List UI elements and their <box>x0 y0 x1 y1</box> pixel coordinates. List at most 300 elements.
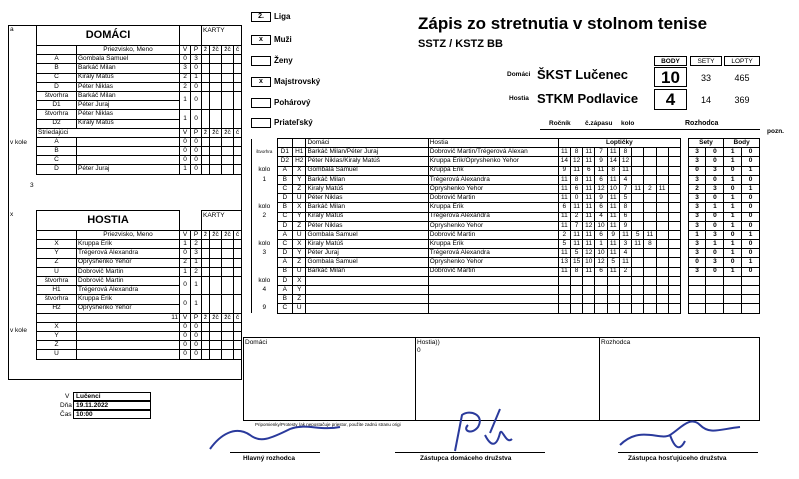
sets-home: 0 <box>688 258 706 267</box>
card-cell <box>221 156 233 165</box>
home-doubles-row <box>37 91 242 100</box>
home-sub-row <box>37 156 242 165</box>
match-home-pos: D <box>277 194 293 203</box>
spacer <box>680 175 688 184</box>
ball-score <box>644 212 656 221</box>
home-doubles-row <box>37 110 242 119</box>
sets-away: 1 <box>706 240 724 249</box>
card-cell <box>221 240 233 249</box>
points-home: 1 <box>724 267 742 276</box>
ball-score: 11 <box>619 258 631 267</box>
ball-score <box>656 304 668 313</box>
ball-score: 11 <box>583 230 595 239</box>
ball-score: 11 <box>644 230 656 239</box>
away-sub-row <box>37 341 242 350</box>
ball-score: 6 <box>595 267 607 276</box>
card-cell <box>221 341 233 350</box>
ball-score: 10 <box>595 221 607 230</box>
home-roster-table <box>36 25 242 175</box>
away-doubles-row <box>37 295 242 304</box>
match-home-player: Kiraly Matúš <box>306 184 428 193</box>
match-round: 4 <box>252 286 278 295</box>
ball-score: 10 <box>583 258 595 267</box>
home-player-row <box>37 55 242 64</box>
away-karty-label: KARTY <box>202 211 242 221</box>
points-home <box>724 286 742 295</box>
card-cell <box>234 258 242 267</box>
points-home: 0 <box>724 258 742 267</box>
match-round: 1 <box>252 175 278 184</box>
ball-score: 2 <box>570 212 582 221</box>
match-away-pos: Z <box>293 221 306 230</box>
player-wins: 3 <box>180 64 191 73</box>
match-round <box>252 230 278 239</box>
away-label: Hostia <box>509 95 529 102</box>
match-away-pos: Y <box>293 249 306 258</box>
spacer <box>680 286 688 295</box>
ball-score: 11 <box>583 194 595 203</box>
card-cell <box>202 110 210 128</box>
sets-home: 3 <box>688 221 706 230</box>
match-away-pos: U <box>293 194 306 203</box>
match-row <box>252 212 760 221</box>
ball-score <box>668 258 680 267</box>
ball-score: 11 <box>607 221 619 230</box>
sub-wins: 0 <box>180 147 191 156</box>
match-away-player: Opryshenko Yehor <box>428 221 558 230</box>
card-cell <box>202 91 210 109</box>
sets-home <box>688 295 706 304</box>
ball-score <box>668 175 680 184</box>
ball-score: 6 <box>558 203 570 212</box>
ball-score: 11 <box>558 184 570 193</box>
match-round <box>252 295 278 304</box>
option-checkbox[interactable] <box>251 98 271 108</box>
ball-score <box>668 166 680 175</box>
sets-away: 0 <box>706 221 724 230</box>
sub-position: C <box>37 156 77 165</box>
spacer <box>680 258 688 267</box>
card-cell <box>209 137 221 146</box>
card-cell <box>221 165 233 174</box>
ball-score: 11 <box>607 240 619 249</box>
match-home-pos: B <box>277 295 293 304</box>
option-label: Priateľský <box>274 118 313 127</box>
card-cell <box>209 55 221 64</box>
sets-away <box>706 286 724 295</box>
match-away-player: Kruppa Erik/Opryshenko Yehor <box>428 157 558 166</box>
ball-score: 11 <box>558 221 570 230</box>
match-away-player <box>428 304 558 313</box>
match-away-pos: U <box>293 304 306 313</box>
points-home: 0 <box>724 184 742 193</box>
home-p-header: P <box>191 46 202 55</box>
sets-home: 3 <box>688 249 706 258</box>
ball-score: 11 <box>583 240 595 249</box>
sets-away: 3 <box>706 184 724 193</box>
player-name: Barkáč Milan <box>77 64 180 73</box>
match-away-pos: X <box>293 166 306 175</box>
ball-score: 11 <box>558 148 570 157</box>
card-cell <box>221 110 233 128</box>
ball-score: 13 <box>558 258 570 267</box>
spacer <box>680 304 688 313</box>
ball-score: 8 <box>570 267 582 276</box>
ball-score: 11 <box>619 230 631 239</box>
match-row <box>252 175 760 184</box>
points-home: 1 <box>724 157 742 166</box>
home-lopty: 465 <box>734 73 750 83</box>
away-v-header: V <box>180 231 191 240</box>
sets-away <box>706 304 724 313</box>
page-subtitle: SSTZ / KSTZ BB <box>418 38 503 50</box>
points-away <box>742 304 760 313</box>
home-card-header: žč <box>209 46 221 55</box>
player-name: Kiraly Matúš <box>77 73 180 82</box>
points-away: 1 <box>742 258 760 267</box>
ball-score: 11 <box>607 194 619 203</box>
match-round: 2 <box>252 212 278 221</box>
spacer <box>680 157 688 166</box>
card-cell <box>209 165 221 174</box>
sets-away: 0 <box>706 175 724 184</box>
card-cell <box>202 341 210 350</box>
match-away-player: Dobrovič Martin <box>428 267 558 276</box>
home-player-row <box>37 73 242 82</box>
sets-home: 3 <box>688 203 706 212</box>
ball-score <box>632 286 644 295</box>
ball-score <box>632 267 644 276</box>
ball-score <box>632 175 644 184</box>
ball-score: 3 <box>619 240 631 249</box>
card-cell <box>209 276 221 294</box>
match-round <box>252 258 278 267</box>
player-wins: 2 <box>180 73 191 82</box>
match-round: 9 <box>252 304 278 313</box>
card-cell <box>209 82 221 91</box>
card-cell <box>221 350 233 359</box>
ball-score: 11 <box>558 249 570 258</box>
doubles-position: H2 <box>37 304 77 313</box>
ball-score <box>668 240 680 249</box>
card-cell <box>221 82 233 91</box>
match-away-player: Dobrovič Martin <box>428 230 558 239</box>
sets-home: 3 <box>688 194 706 203</box>
points-home: 1 <box>724 194 742 203</box>
sets-away: 3 <box>706 166 724 175</box>
ball-score <box>668 295 680 304</box>
points-home: 1 <box>724 212 742 221</box>
match-away-pos: Y <box>293 286 306 295</box>
subs-card: č <box>234 313 242 322</box>
sets-away: 1 <box>706 203 724 212</box>
ball-score <box>668 148 680 157</box>
col-sety-header: SETY <box>690 56 722 66</box>
ball-score <box>619 276 631 285</box>
ball-score <box>656 240 668 249</box>
ball-score <box>595 276 607 285</box>
ball-score <box>668 249 680 258</box>
card-cell <box>202 156 210 165</box>
home-subs-header <box>37 128 242 137</box>
points-home: 1 <box>724 221 742 230</box>
match-away-player <box>428 286 558 295</box>
venue-time-label: Čas <box>60 411 72 418</box>
card-cell <box>209 341 221 350</box>
match-home-player <box>306 286 428 295</box>
sub-name <box>77 137 180 146</box>
away-name-header: Priezvisko, Meno <box>77 231 180 240</box>
card-cell <box>202 55 210 64</box>
ball-score <box>668 276 680 285</box>
subs-card: žč <box>209 128 221 137</box>
card-cell <box>234 322 242 331</box>
away-signature <box>620 422 740 448</box>
sub-wins: 1 <box>180 165 191 174</box>
ball-score: 11 <box>558 212 570 221</box>
subs-header <box>37 313 77 322</box>
doubles-name: Péter Juraj <box>77 101 180 110</box>
doubles-name: Kruppa Erik <box>77 295 180 304</box>
ball-score: 8 <box>644 240 656 249</box>
sub-wins: 0 <box>180 137 191 146</box>
player-wins: 0 <box>180 249 191 258</box>
card-cell <box>221 322 233 331</box>
card-cell <box>221 295 233 313</box>
matches-home-header: Domáci <box>306 139 428 148</box>
match-round: kolo <box>252 240 278 249</box>
option-checkbox[interactable]: x <box>251 35 271 45</box>
sub-position: Z <box>37 341 77 350</box>
doubles-label: štvorhra <box>37 110 77 119</box>
sets-away: 0 <box>706 212 724 221</box>
ball-score <box>656 148 668 157</box>
ball-score <box>632 304 644 313</box>
ball-score: 8 <box>619 203 631 212</box>
ball-score: 11 <box>607 175 619 184</box>
match-home-player: Gombala Samuel <box>306 258 428 267</box>
card-cell <box>234 276 242 294</box>
match-home-pos: C <box>277 304 293 313</box>
card-cell <box>234 137 242 146</box>
doubles-label: štvorhra <box>37 276 77 285</box>
points-home: 0 <box>724 166 742 175</box>
ball-score: 11 <box>583 203 595 212</box>
ball-score: 5 <box>632 230 644 239</box>
card-cell <box>221 332 233 341</box>
ball-score: 6 <box>595 230 607 239</box>
ball-score: 11 <box>595 166 607 175</box>
away-sub-row <box>37 332 242 341</box>
points-home: 1 <box>724 203 742 212</box>
match-row <box>252 203 760 212</box>
notes-domaci: Domáci <box>245 339 268 346</box>
referee-sig-label: Hlavný rozhodca <box>243 455 296 462</box>
home-card-header: žč <box>221 46 233 55</box>
ball-score <box>668 194 680 203</box>
ball-score <box>668 286 680 295</box>
ball-score <box>668 157 680 166</box>
player-position: C <box>37 73 77 82</box>
col-body-header: BODY <box>654 56 687 66</box>
match-away-player: Dobrovič Martin <box>428 194 558 203</box>
away-doubles-row <box>37 276 242 285</box>
spacer <box>680 295 688 304</box>
player-position: X <box>37 240 77 249</box>
match-away-pos: X <box>293 203 306 212</box>
spacer <box>680 276 688 285</box>
card-cell <box>221 64 233 73</box>
ball-score: 11 <box>570 166 582 175</box>
sets-home: 3 <box>688 157 706 166</box>
card-cell <box>202 137 210 146</box>
match-row <box>252 148 760 157</box>
spacer <box>680 166 688 175</box>
venue-v-label: V <box>65 393 70 400</box>
ball-score: 5 <box>607 258 619 267</box>
match-row <box>252 286 760 295</box>
spacer <box>680 148 688 157</box>
subs-card: žč <box>209 313 221 322</box>
doubles-wins: 1 <box>180 91 191 109</box>
away-heading: HOSTIA <box>37 211 180 231</box>
czapasu-label: č.zápasu <box>585 120 613 127</box>
card-cell <box>202 73 210 82</box>
player-position: B <box>37 64 77 73</box>
home-player-row <box>37 82 242 91</box>
home-card-header: č <box>234 46 242 55</box>
referee-signature <box>210 427 340 449</box>
away-vkole-label: v kole <box>10 327 27 334</box>
card-cell <box>202 322 210 331</box>
ball-score: 11 <box>607 148 619 157</box>
card-cell <box>209 73 221 82</box>
away-player-row <box>37 240 242 249</box>
ball-score: 9 <box>595 194 607 203</box>
ball-score <box>644 157 656 166</box>
away-lopty: 369 <box>734 95 750 105</box>
card-cell <box>221 249 233 258</box>
sub-losses: 0 <box>191 322 202 331</box>
ball-score <box>644 194 656 203</box>
match-row <box>252 184 760 193</box>
match-home-player: Péter Juraj <box>306 249 428 258</box>
subs-p: P <box>191 313 202 322</box>
card-cell <box>234 165 242 174</box>
ball-score: 6 <box>583 166 595 175</box>
card-cell <box>209 350 221 359</box>
sets-away: 0 <box>706 194 724 203</box>
match-away-pos: U <box>293 230 306 239</box>
points-away: 1 <box>742 166 760 175</box>
ball-score: 11 <box>583 175 595 184</box>
ball-score: 7 <box>619 184 631 193</box>
match-home-pos: C <box>277 240 293 249</box>
points-away: 0 <box>742 249 760 258</box>
option-checkbox[interactable]: x <box>251 77 271 87</box>
ball-score: 12 <box>583 221 595 230</box>
doubles-wins: 1 <box>180 110 191 128</box>
sub-position: A <box>37 137 77 146</box>
doubles-losses: 1 <box>191 295 202 313</box>
points-away <box>742 295 760 304</box>
ball-score <box>644 166 656 175</box>
ball-score <box>656 249 668 258</box>
doubles-position: D2 <box>37 119 77 128</box>
card-cell <box>221 276 233 294</box>
match-home-player: Barkáč Milan/Péter Juraj <box>306 148 428 157</box>
sub-losses: 0 <box>191 341 202 350</box>
player-losses: 0 <box>191 82 202 91</box>
points-home <box>724 304 742 313</box>
sets-home <box>688 286 706 295</box>
away-sub-row <box>37 350 242 359</box>
points-home: 1 <box>724 175 742 184</box>
ball-score <box>656 157 668 166</box>
ball-score <box>619 295 631 304</box>
match-away-pos: X <box>293 240 306 249</box>
ball-score <box>619 304 631 313</box>
points-away: 0 <box>742 267 760 276</box>
card-cell <box>234 55 242 64</box>
option-checkbox[interactable] <box>251 56 271 66</box>
card-cell <box>209 240 221 249</box>
player-wins: 2 <box>180 258 191 267</box>
sub-wins: 0 <box>180 350 191 359</box>
card-cell <box>234 295 242 313</box>
match-round: 3 <box>252 249 278 258</box>
notes-rozhodca: Rozhodca <box>601 339 631 346</box>
card-cell <box>209 332 221 341</box>
card-cell <box>234 267 242 276</box>
home-v-header: V <box>180 46 191 55</box>
away-p-header: P <box>191 231 202 240</box>
home-sig-line <box>395 452 545 453</box>
home-player-row <box>37 64 242 73</box>
match-home-player: Péter Niklas/Kiraly Matúš <box>306 157 428 166</box>
ball-score: 11 <box>583 212 595 221</box>
ball-score: 14 <box>607 157 619 166</box>
option-checkbox[interactable] <box>251 118 271 128</box>
ball-score: 15 <box>570 258 582 267</box>
match-row <box>252 221 760 230</box>
ball-score: 4 <box>619 249 631 258</box>
ball-score <box>583 295 595 304</box>
ball-score: 10 <box>607 184 619 193</box>
ball-score: 11 <box>583 184 595 193</box>
ball-score: 11 <box>632 184 644 193</box>
card-cell <box>209 258 221 267</box>
match-home-player: Kiraly Matúš <box>306 240 428 249</box>
home-sig-label: Zástupca domáceho družstva <box>420 455 512 462</box>
player-name: Péter Niklas <box>77 82 180 91</box>
player-name: Trégerová Alexandra <box>77 249 180 258</box>
away-player-row <box>37 267 242 276</box>
match-away-player: Trégerová Alexandra <box>428 212 558 221</box>
points-away: 0 <box>742 148 760 157</box>
match-home-pos: A <box>277 286 293 295</box>
points-away: 0 <box>742 221 760 230</box>
match-round <box>252 194 278 203</box>
card-cell <box>209 91 221 109</box>
match-row <box>252 267 760 276</box>
player-position: A <box>37 55 77 64</box>
home-karty-label: KARTY <box>202 26 242 36</box>
points-away: 0 <box>742 240 760 249</box>
option-label: Muži <box>274 35 292 44</box>
match-round <box>252 157 278 166</box>
card-cell <box>202 64 210 73</box>
